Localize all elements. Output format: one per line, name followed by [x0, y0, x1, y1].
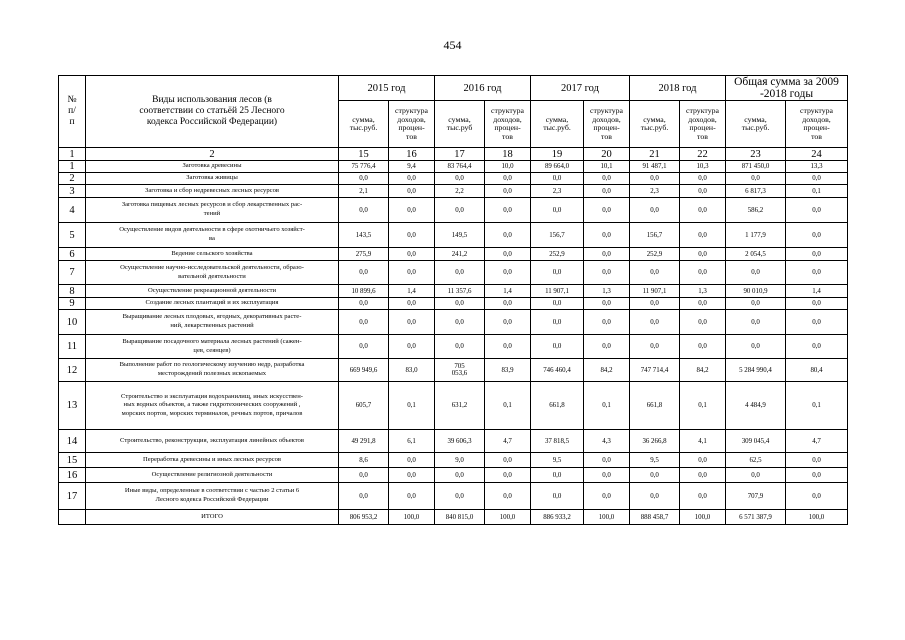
- sum-cell: 156,7: [531, 223, 584, 248]
- usage-type-cell: Иные виды, определенные в соответствии с частью 2 статьи 6 Лесного кодекса Российской Федерации: [86, 483, 339, 510]
- usage-type-cell: Заготовка и сбор недревесных лесных ресурсов: [86, 185, 339, 198]
- usage-type-cell: Создание лесных плантаций и их эксплуатация: [86, 298, 339, 310]
- structure-cell: 0,0: [584, 248, 630, 261]
- structure-cell: 13,3: [786, 161, 848, 173]
- structure-cell: 0,1: [485, 382, 531, 430]
- table-row: [59, 248, 848, 261]
- sum-cell: 252,9: [531, 248, 584, 261]
- structure-cell: 0,0: [680, 335, 726, 359]
- sum-cell: 1 177,9: [726, 223, 786, 248]
- sum-cell: 36 266,8: [630, 430, 680, 453]
- sum-cell: 0,0: [435, 468, 485, 483]
- sum-cell: 631,2: [435, 382, 485, 430]
- sum-cell: 0,0: [339, 261, 389, 285]
- structure-cell: 0,0: [485, 453, 531, 468]
- row-number-header: № п/ п: [59, 76, 86, 148]
- table-row: [59, 453, 848, 468]
- usage-type-cell: Заготовка пищевых лесных ресурсов и сбор лекарственных рас- тений: [86, 198, 339, 223]
- sum-cell: 746 460,4: [531, 359, 584, 382]
- sum-header: сумма, тыс.руб.: [339, 101, 389, 148]
- sum-cell: 9,5: [630, 453, 680, 468]
- structure-cell: 0,0: [786, 261, 848, 285]
- sum-cell: 4 484,9: [726, 382, 786, 430]
- row-number: 16: [59, 468, 86, 483]
- structure-cell: 0,0: [389, 261, 435, 285]
- sum-header: сумма, тыс.руб.: [726, 101, 786, 148]
- structure-cell: 0,0: [786, 335, 848, 359]
- sum-cell: 11 357,6: [435, 285, 485, 298]
- table-row: [59, 382, 848, 430]
- structure-cell: 0,1: [786, 185, 848, 198]
- structure-cell: 0,0: [389, 173, 435, 185]
- structure-header: структура доходов, процен- тов: [584, 101, 630, 148]
- structure-cell: 0,0: [786, 198, 848, 223]
- row-number: 12: [59, 359, 86, 382]
- sum-cell: 0,0: [339, 298, 389, 310]
- structure-cell: 0,0: [680, 173, 726, 185]
- structure-cell: 0,0: [389, 185, 435, 198]
- structure-cell: 4,1: [680, 430, 726, 453]
- row-number: 6: [59, 248, 86, 261]
- table-row: [59, 310, 848, 335]
- usage-type-cell: Строительство, реконструкция, эксплуатация линейных объектов: [86, 430, 339, 453]
- structure-cell: 6,1: [389, 430, 435, 453]
- structure-cell: 0,0: [786, 310, 848, 335]
- sum-cell: 75 776,4: [339, 161, 389, 173]
- structure-cell: 0,0: [389, 335, 435, 359]
- structure-cell: 0,0: [485, 198, 531, 223]
- sum-header: сумма, тыс.руб.: [531, 101, 584, 148]
- table-row: [59, 483, 848, 510]
- table-row: [59, 298, 848, 310]
- structure-cell: 4,3: [584, 430, 630, 453]
- structure-cell: 4,7: [485, 430, 531, 453]
- structure-cell: 0,0: [389, 468, 435, 483]
- sum-cell: 309 045,4: [726, 430, 786, 453]
- sum-cell: 0,0: [531, 198, 584, 223]
- sum-cell: 0,0: [339, 310, 389, 335]
- structure-header: структура доходов, процен- тов: [680, 101, 726, 148]
- structure-header: структура доходов, процен- тов: [485, 101, 531, 148]
- structure-cell: 0,0: [485, 298, 531, 310]
- structure-cell: 0,0: [680, 248, 726, 261]
- row-number: 11: [59, 335, 86, 359]
- structure-cell: 4,7: [786, 430, 848, 453]
- sum-cell: 0,0: [630, 173, 680, 185]
- row-number: 7: [59, 261, 86, 285]
- structure-cell: 0,0: [584, 173, 630, 185]
- structure-cell: 0,0: [389, 198, 435, 223]
- sum-cell: 0,0: [630, 468, 680, 483]
- sum-cell: 0,0: [339, 173, 389, 185]
- sum-cell: 2,3: [531, 185, 584, 198]
- usage-type-cell: Выращивание лесных плодовых, ягодных, декоративных расте- ний, лекарственных растений: [86, 310, 339, 335]
- structure-cell: 0,0: [786, 468, 848, 483]
- year-header-2017: 2017 год: [531, 76, 630, 101]
- structure-cell: 0,0: [584, 223, 630, 248]
- sum-cell: 707,9: [726, 483, 786, 510]
- structure-cell: 0,0: [584, 468, 630, 483]
- sum-cell: 747 714,4: [630, 359, 680, 382]
- sum-cell: 0,0: [339, 198, 389, 223]
- sum-cell: 2,2: [435, 185, 485, 198]
- structure-cell: 0,0: [485, 310, 531, 335]
- structure-cell: 0,0: [584, 453, 630, 468]
- sum-cell: 275,9: [339, 248, 389, 261]
- sum-cell: 89 664,0: [531, 161, 584, 173]
- table-row: [59, 285, 848, 298]
- structure-cell: 0,0: [485, 248, 531, 261]
- row-number: 1: [59, 161, 86, 173]
- sum-cell: 0,0: [630, 483, 680, 510]
- structure-cell: 0,0: [584, 335, 630, 359]
- table-row: [59, 468, 848, 483]
- row-number: 10: [59, 310, 86, 335]
- structure-cell: 0,0: [584, 261, 630, 285]
- row-number: 14: [59, 430, 86, 453]
- forest-use-revenue-table: [58, 75, 848, 525]
- structure-cell: 84,2: [584, 359, 630, 382]
- sum-cell: 2,1: [339, 185, 389, 198]
- structure-cell: 0,0: [389, 248, 435, 261]
- structure-cell: 0,0: [584, 185, 630, 198]
- sum-cell: 0,0: [726, 173, 786, 185]
- sum-cell: 886 933,2: [531, 510, 584, 525]
- structure-cell: 100,0: [680, 510, 726, 525]
- structure-header: структура доходов, процен- тов: [786, 101, 848, 148]
- row-number: 3: [59, 185, 86, 198]
- sum-cell: 0,0: [726, 468, 786, 483]
- sum-cell: 62,5: [726, 453, 786, 468]
- usage-type-cell: Осуществление видов деятельности в сфере охотничьего хозяйст- ва: [86, 223, 339, 248]
- row-number: 13: [59, 382, 86, 430]
- sum-cell: 0,0: [531, 173, 584, 185]
- row-number: 4: [59, 198, 86, 223]
- sum-cell: 149,5: [435, 223, 485, 248]
- structure-cell: 80,4: [786, 359, 848, 382]
- structure-cell: 0,0: [485, 335, 531, 359]
- total-period-header: Общая сумма за 2009 -2018 годы: [726, 76, 848, 101]
- usage-type-cell: Заготовка древесины: [86, 161, 339, 173]
- column-index: 23: [726, 148, 786, 161]
- sum-cell: 9,0: [435, 453, 485, 468]
- structure-cell: 0,0: [786, 453, 848, 468]
- structure-cell: 0,0: [584, 298, 630, 310]
- column-index: 17: [435, 148, 485, 161]
- structure-cell: 1,4: [389, 285, 435, 298]
- table-row: [59, 223, 848, 248]
- sum-cell: 11 907,1: [531, 285, 584, 298]
- structure-cell: 0,0: [389, 223, 435, 248]
- sum-cell: 0,0: [630, 298, 680, 310]
- structure-cell: 100,0: [485, 510, 531, 525]
- sum-cell: 252,9: [630, 248, 680, 261]
- structure-header: структура доходов, процен- тов: [389, 101, 435, 148]
- structure-cell: 0,0: [485, 185, 531, 198]
- sum-cell: 0,0: [435, 310, 485, 335]
- sum-cell: 0,0: [339, 468, 389, 483]
- structure-cell: 100,0: [584, 510, 630, 525]
- sum-cell: 0,0: [531, 310, 584, 335]
- sum-cell: 39 606,3: [435, 430, 485, 453]
- sum-cell: 0,0: [531, 298, 584, 310]
- structure-cell: 1,3: [584, 285, 630, 298]
- structure-cell: 83,0: [389, 359, 435, 382]
- usage-type-cell: ИТОГО: [86, 510, 339, 525]
- sum-cell: 8,6: [339, 453, 389, 468]
- page-number: 454: [443, 38, 462, 52]
- structure-cell: 0,0: [389, 483, 435, 510]
- sum-cell: 143,5: [339, 223, 389, 248]
- structure-cell: 0,0: [786, 173, 848, 185]
- structure-cell: 0,0: [485, 173, 531, 185]
- usage-type-cell: Заготовка живицы: [86, 173, 339, 185]
- sum-cell: 661,8: [630, 382, 680, 430]
- table-row: [59, 335, 848, 359]
- sum-cell: 49 291,8: [339, 430, 389, 453]
- structure-cell: 0,1: [584, 382, 630, 430]
- structure-cell: 0,0: [680, 185, 726, 198]
- usage-type-cell: Переработка древесины и иных лесных ресурсов: [86, 453, 339, 468]
- sum-cell: 586,2: [726, 198, 786, 223]
- sum-cell: 0,0: [435, 298, 485, 310]
- column-index: 2: [86, 148, 339, 161]
- structure-cell: 10,1: [584, 161, 630, 173]
- column-index: 19: [531, 148, 584, 161]
- row-number: 5: [59, 223, 86, 248]
- sum-cell: 9,5: [531, 453, 584, 468]
- sum-cell: 6 571 387,9: [726, 510, 786, 525]
- structure-cell: 100,0: [786, 510, 848, 525]
- sum-cell: 605,7: [339, 382, 389, 430]
- sum-cell: 37 818,5: [531, 430, 584, 453]
- sum-cell: 888 458,7: [630, 510, 680, 525]
- sum-header: сумма, тыс.руб: [435, 101, 485, 148]
- table-row: [59, 161, 848, 173]
- table-row: [59, 198, 848, 223]
- sum-cell: 0,0: [435, 483, 485, 510]
- column-index: 1: [59, 148, 86, 161]
- structure-cell: 0,0: [584, 198, 630, 223]
- structure-cell: 0,0: [786, 483, 848, 510]
- structure-cell: 0,0: [680, 483, 726, 510]
- sum-cell: 0,0: [630, 335, 680, 359]
- structure-cell: 0,0: [485, 483, 531, 510]
- sum-cell: 0,0: [531, 335, 584, 359]
- sum-cell: 241,2: [435, 248, 485, 261]
- sum-cell: 0,0: [726, 335, 786, 359]
- structure-cell: 0,1: [786, 382, 848, 430]
- structure-cell: 0,0: [584, 483, 630, 510]
- column-index: 20: [584, 148, 630, 161]
- usage-type-cell: Осуществление рекреационной деятельности: [86, 285, 339, 298]
- sum-cell: 0,0: [435, 261, 485, 285]
- structure-cell: 0,0: [680, 261, 726, 285]
- sum-cell: 0,0: [531, 261, 584, 285]
- structure-cell: 10,0: [485, 161, 531, 173]
- year-header-2015: 2015 год: [339, 76, 435, 101]
- usage-type-cell: Выращивание посадочного материала лесных растений (сажен- цев, сеянцев): [86, 335, 339, 359]
- sum-cell: 0,0: [726, 261, 786, 285]
- column-index-row: [59, 148, 848, 161]
- sum-cell: 156,7: [630, 223, 680, 248]
- structure-cell: 0,0: [485, 261, 531, 285]
- row-number: 9: [59, 298, 86, 310]
- column-index: 21: [630, 148, 680, 161]
- sum-cell: 90 010,9: [726, 285, 786, 298]
- sum-cell: 6 817,3: [726, 185, 786, 198]
- sum-cell: 0,0: [630, 261, 680, 285]
- column-index: 16: [389, 148, 435, 161]
- structure-cell: 10,3: [680, 161, 726, 173]
- sum-cell: 705 053,6: [435, 359, 485, 382]
- table-row: [59, 261, 848, 285]
- sum-cell: 0,0: [435, 198, 485, 223]
- sum-cell: 2 054,5: [726, 248, 786, 261]
- sum-cell: 806 953,2: [339, 510, 389, 525]
- structure-cell: 0,0: [485, 223, 531, 248]
- row-number: [59, 510, 86, 525]
- sum-cell: 0,0: [531, 483, 584, 510]
- sum-cell: 840 815,0: [435, 510, 485, 525]
- structure-cell: 1,3: [680, 285, 726, 298]
- column-index: 15: [339, 148, 389, 161]
- structure-cell: 0,0: [389, 298, 435, 310]
- sum-cell: 661,8: [531, 382, 584, 430]
- column-index: 18: [485, 148, 531, 161]
- structure-cell: 0,0: [389, 453, 435, 468]
- structure-cell: 0,0: [680, 310, 726, 335]
- structure-cell: 1,4: [485, 285, 531, 298]
- structure-cell: 0,0: [485, 468, 531, 483]
- table-row: [59, 359, 848, 382]
- sum-cell: 669 949,6: [339, 359, 389, 382]
- usage-type-header: Виды использования лесов (в соответствии со статьёй 25 Лесного кодекса Российской Федерации): [86, 76, 339, 148]
- sum-cell: 11 907,1: [630, 285, 680, 298]
- structure-cell: 0,0: [389, 310, 435, 335]
- row-number: 15: [59, 453, 86, 468]
- usage-type-cell: Выполнение работ по геологическому изучению недр, разработка месторождений полезных ископаемых: [86, 359, 339, 382]
- column-index: 24: [786, 148, 848, 161]
- table-row: [59, 173, 848, 185]
- row-number: 2: [59, 173, 86, 185]
- structure-cell: 0,0: [680, 298, 726, 310]
- structure-cell: 9,4: [389, 161, 435, 173]
- table-row: [59, 510, 848, 525]
- sum-cell: 0,0: [339, 335, 389, 359]
- sum-cell: 2,3: [630, 185, 680, 198]
- structure-cell: 1,4: [786, 285, 848, 298]
- sum-cell: 10 899,6: [339, 285, 389, 298]
- usage-type-cell: Строительство и эксплуатация водохранилищ, иных искусствен- ных водных объектов, а также гидротехнических сооружений , морских портов, морских терминалов, речных портов, причалов: [86, 382, 339, 430]
- structure-cell: 0,0: [680, 453, 726, 468]
- structure-cell: 0,1: [389, 382, 435, 430]
- sum-cell: 0,0: [726, 298, 786, 310]
- sum-cell: 5 284 990,4: [726, 359, 786, 382]
- sum-cell: 0,0: [630, 198, 680, 223]
- year-header-2016: 2016 год: [435, 76, 531, 101]
- table-row: [59, 430, 848, 453]
- year-header-2018: 2018 год: [630, 76, 726, 101]
- sum-cell: 0,0: [531, 468, 584, 483]
- structure-cell: 84,2: [680, 359, 726, 382]
- structure-cell: 0,0: [786, 248, 848, 261]
- structure-cell: 0,0: [786, 223, 848, 248]
- structure-cell: 0,0: [584, 310, 630, 335]
- row-number: 8: [59, 285, 86, 298]
- structure-cell: 0,0: [680, 468, 726, 483]
- usage-type-cell: Осуществление научно-исследовательской деятельности, образо- вательной деятельности: [86, 261, 339, 285]
- sum-cell: 0,0: [339, 483, 389, 510]
- structure-cell: 83,9: [485, 359, 531, 382]
- sum-cell: 0,0: [435, 335, 485, 359]
- sum-cell: 871 450,0: [726, 161, 786, 173]
- structure-cell: 0,0: [680, 223, 726, 248]
- sum-header: сумма, тыс.руб.: [630, 101, 680, 148]
- structure-cell: 0,0: [786, 298, 848, 310]
- sum-cell: 0,0: [435, 173, 485, 185]
- sum-cell: 91 487,1: [630, 161, 680, 173]
- sum-cell: 0,0: [630, 310, 680, 335]
- sum-cell: 0,0: [726, 310, 786, 335]
- column-index: 22: [680, 148, 726, 161]
- structure-cell: 0,1: [680, 382, 726, 430]
- structure-cell: 100,0: [389, 510, 435, 525]
- table-row: [59, 185, 848, 198]
- usage-type-cell: Ведение сельского хозяйства: [86, 248, 339, 261]
- row-number: 17: [59, 483, 86, 510]
- usage-type-cell: Осуществление религиозной деятельности: [86, 468, 339, 483]
- sum-cell: 83 764,4: [435, 161, 485, 173]
- table-body: [59, 161, 848, 525]
- structure-cell: 0,0: [680, 198, 726, 223]
